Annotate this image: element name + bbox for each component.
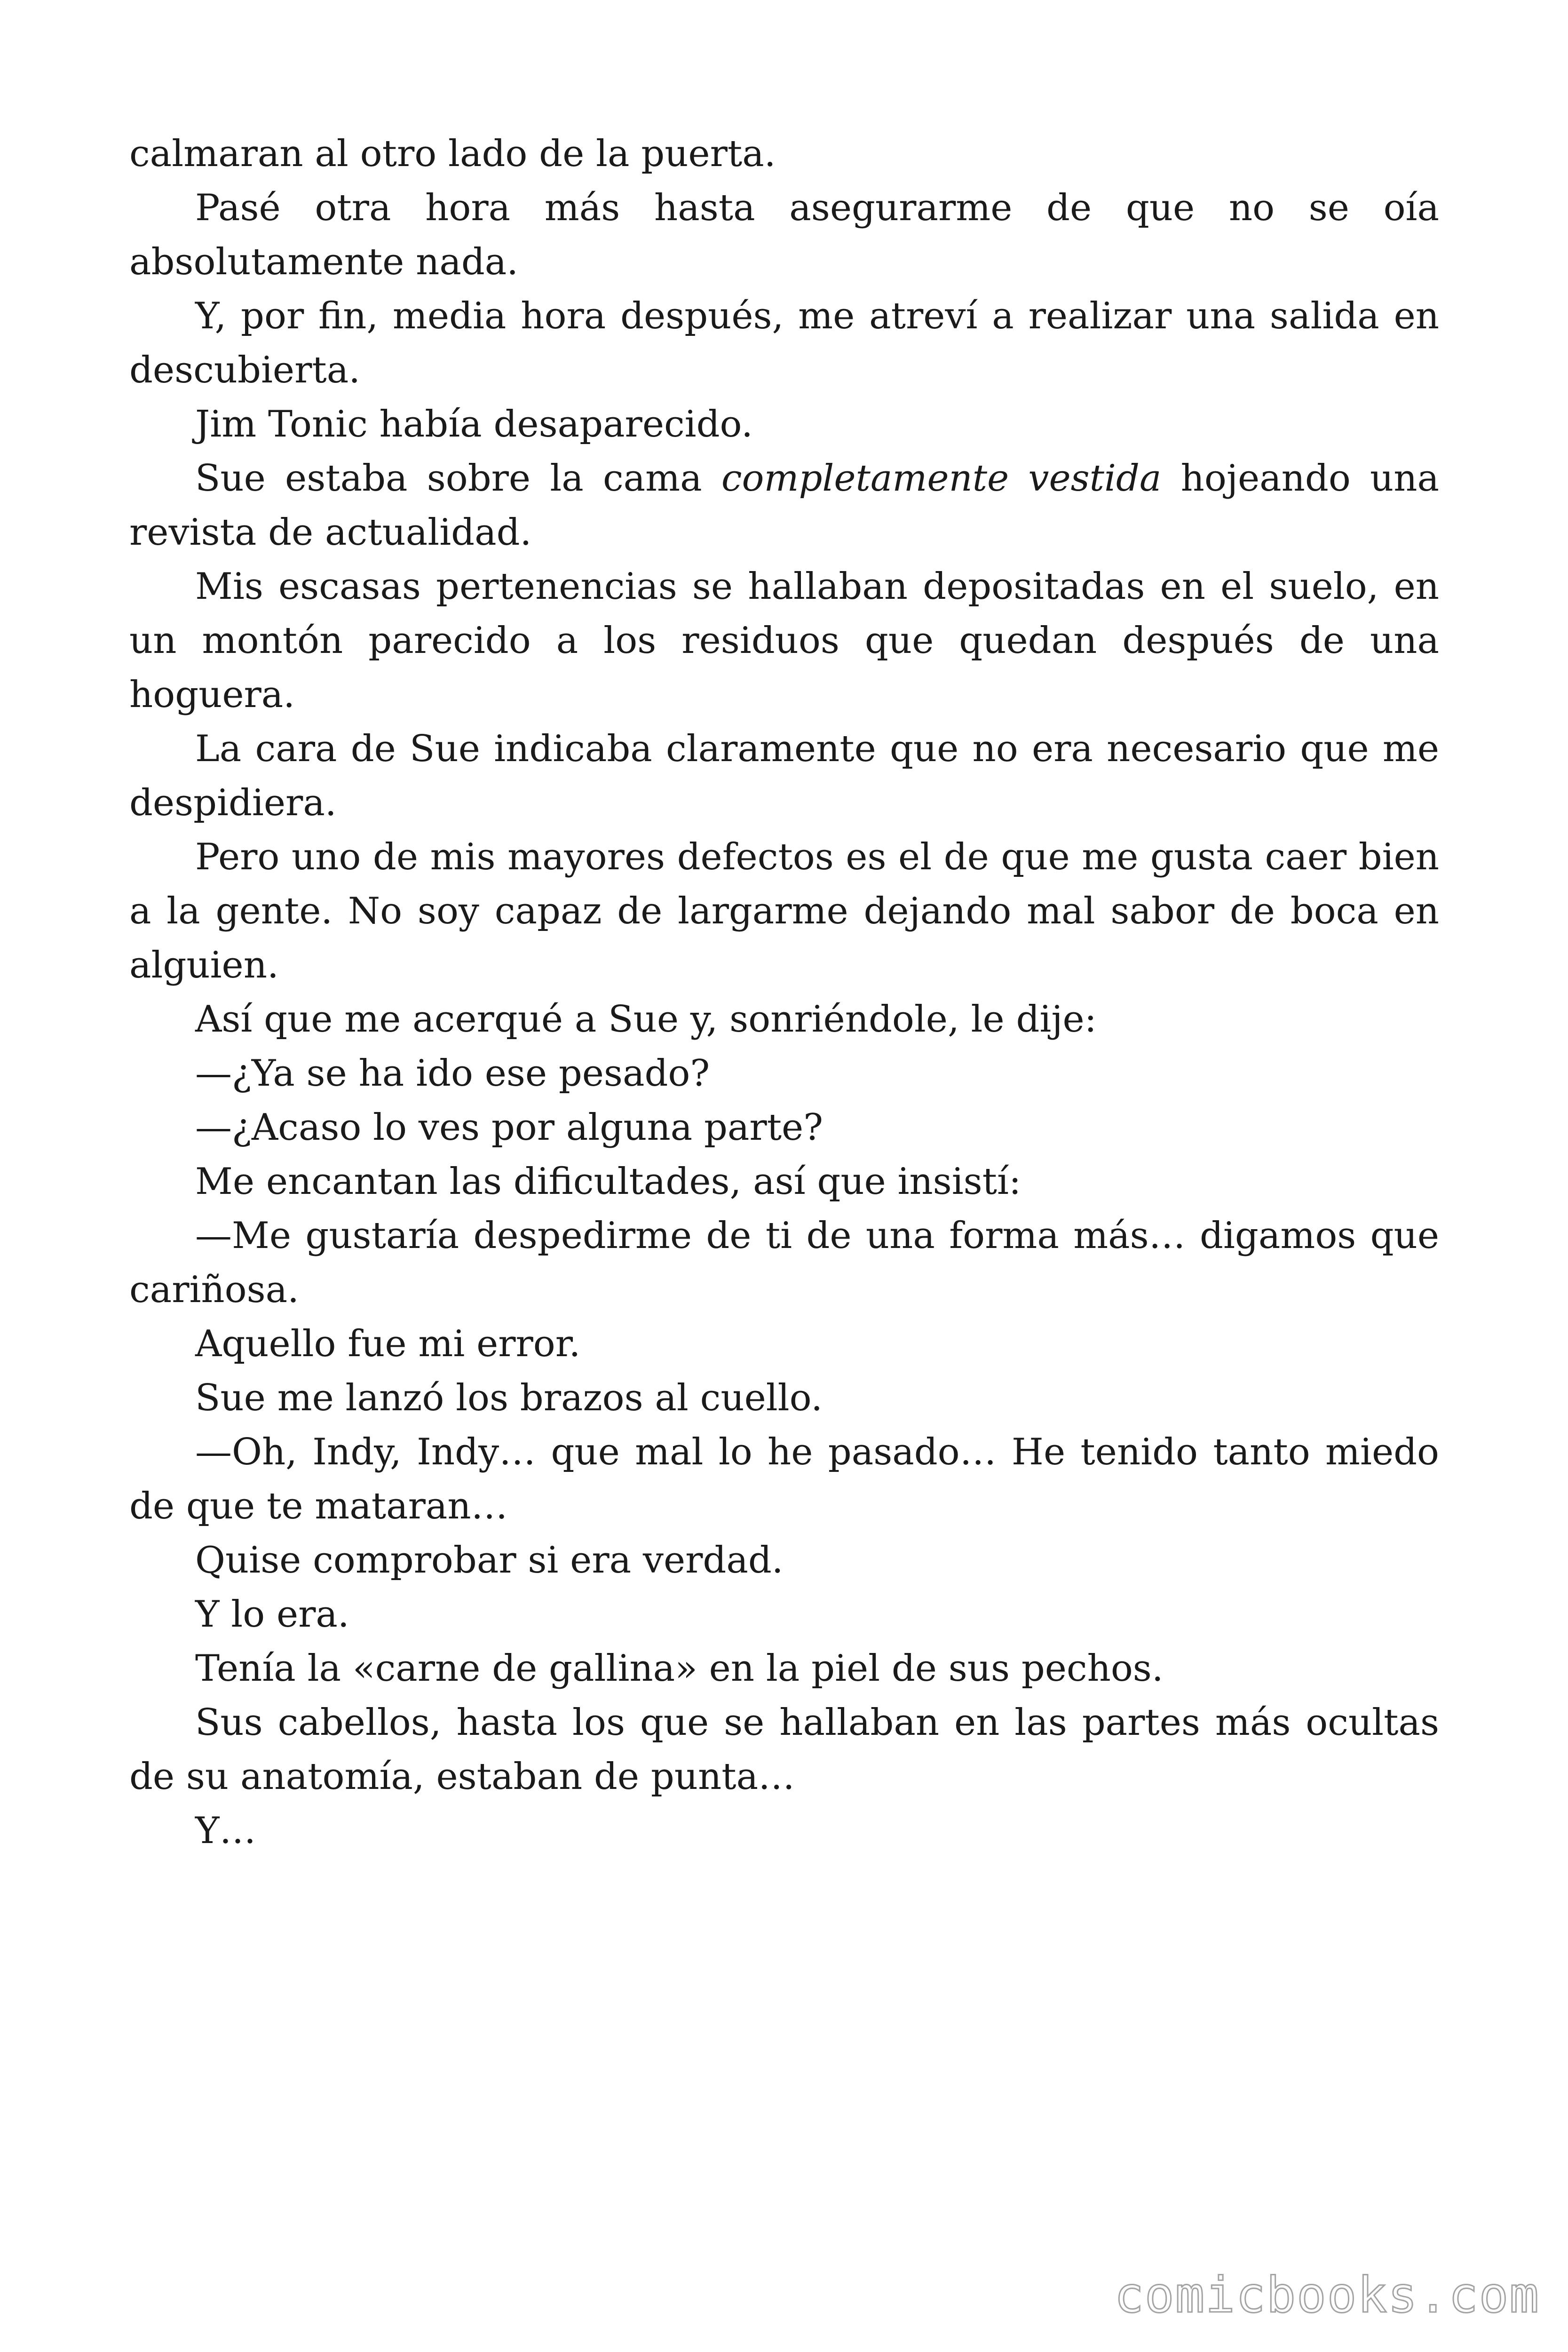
page-body [129, 127, 1439, 1858]
paragraph: Quise comprobar si era verdad. [195, 1539, 784, 1581]
paragraph: Sus cabellos, hasta los que se hallaban en las partes más ocultas de su anatomía, estaban de punta… [129, 1701, 1439, 1798]
italic-text: completamente vestida [721, 457, 1162, 500]
dialogue-line: —¿Acaso lo ves por alguna parte? [195, 1106, 824, 1149]
paragraph: Sue me lanzó los brazos al cuello. [195, 1377, 823, 1419]
paragraph: Aquello fue mi error. [195, 1323, 581, 1365]
paragraph: Pero uno de mis mayores defectos es el de que me gusta caer bien a la gente. No soy capaz de largarme dejando mal sabor de boca en alguien. [129, 836, 1439, 986]
paragraph: Y… [195, 1810, 256, 1852]
paragraph: La cara de Sue indicaba claramente que no era necesario que me despidiera. [129, 728, 1439, 824]
paragraph: Y lo era. [195, 1593, 349, 1636]
dialogue-line: —¿Ya se ha ido ese pesado? [195, 1052, 710, 1095]
watermark: comicbooks.com [1114, 2266, 1540, 2324]
paragraph [129, 452, 1439, 560]
paragraph-text: Sue estaba sobre la cama [195, 457, 721, 500]
paragraph: Tenía la «carne de gallina» en la piel de sus pechos. [195, 1647, 1164, 1690]
paragraph-text: hojeando una revista de actualidad. [129, 457, 1439, 554]
paragraph: Pasé otra hora más hasta asegurarme de que no se oía absolutamente nada. [129, 187, 1439, 283]
paragraph: Así que me acerqué a Sue y, sonriéndole, le dije: [195, 998, 1097, 1041]
paragraph: Jim Tonic había desaparecido. [195, 403, 753, 445]
paragraph: calmaran al otro lado de la puerta. [129, 133, 776, 175]
dialogue-line: —Me gustaría despedirme de ti de una forma más… digamos que cariñosa. [129, 1215, 1439, 1311]
paragraph: Mis escasas pertenencias se hallaban depositadas en el suelo, en un montón parecido a los residuos que quedan después de una hoguera. [129, 565, 1439, 716]
paragraph: Y, por fin, media hora después, me atreví a realizar una salida en descubierta. [129, 295, 1439, 391]
paragraph: Me encantan las dificultades, así que insistí: [195, 1160, 1022, 1203]
dialogue-line: —Oh, Indy, Indy… que mal lo he pasado… He tenido tanto miedo de que te mataran… [129, 1431, 1439, 1527]
